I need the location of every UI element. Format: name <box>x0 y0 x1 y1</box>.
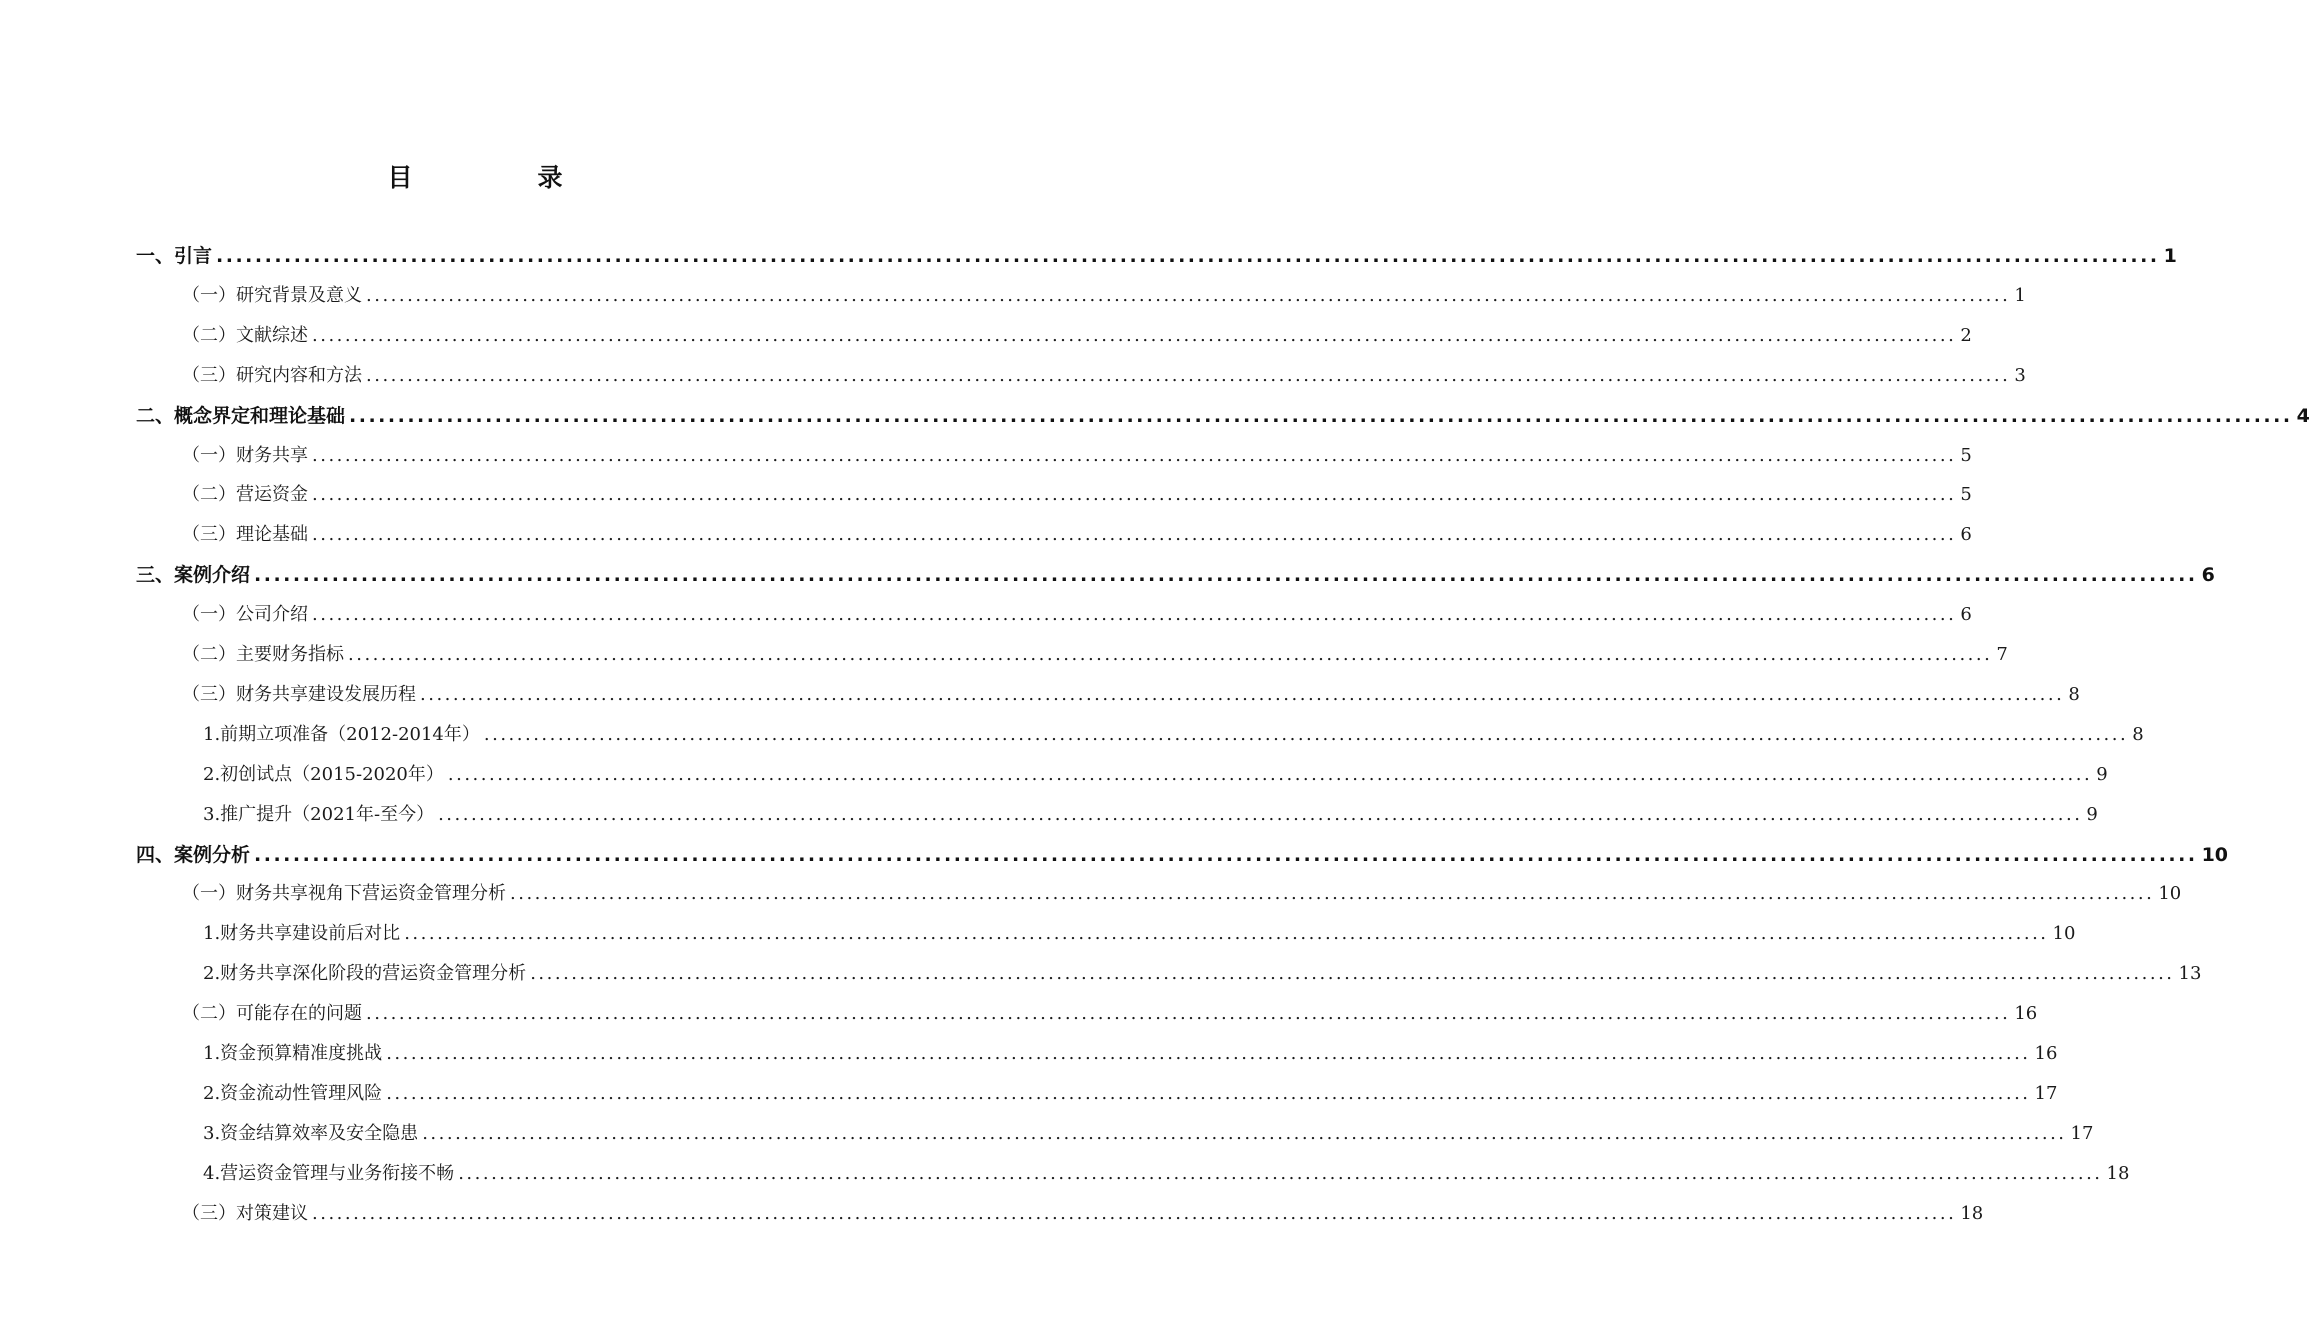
toc-entry-level-3[interactable] <box>203 1033 2058 1073</box>
toc-entry-level-1[interactable] <box>136 834 2229 874</box>
toc-page-number: 6 <box>1960 604 1972 626</box>
toc-page-number: 18 <box>2106 1162 2130 1184</box>
toc-leader-dots: ........................................................................................................................................................................................................ <box>312 444 1957 466</box>
toc-entry-text: 1.前期立项准备（2012-2014年） <box>203 723 480 745</box>
toc-entry-level-2[interactable] <box>182 435 1972 475</box>
toc-leader-dots: ........................................................................................................................................................................................................ <box>348 644 1993 665</box>
toc-leader-dots: ........................................................................................................................................................................................................ <box>312 324 1957 346</box>
toc-entry-text: 2.资金流动性管理风险 <box>203 1082 383 1104</box>
toc-leader-dots: ........................................................................................................................................................................................................ <box>366 1003 2011 1025</box>
toc-entry-level-3[interactable] <box>203 754 2108 794</box>
toc-leader-dots: ........................................................................................................................................................................................................ <box>386 1043 2031 1064</box>
toc-page-number: 1 <box>2014 284 2026 306</box>
toc-entry-level-1[interactable] <box>136 395 2310 435</box>
toc-entry-level-3[interactable] <box>203 714 2144 754</box>
toc-entry-level-2[interactable] <box>182 514 1972 554</box>
toc-entry-level-2[interactable] <box>182 355 2026 395</box>
toc-page-number: 16 <box>2014 1003 2038 1025</box>
toc-page-number: 10 <box>2201 843 2229 866</box>
toc-entry-text: （一）研究背景及意义 <box>182 284 362 306</box>
toc-entry-text: 2.财务共享深化阶段的营运资金管理分析 <box>203 963 527 985</box>
toc-entry-text: （三）财务共享建设发展历程 <box>182 683 416 705</box>
toc-entry-level-2[interactable] <box>182 275 2026 315</box>
toc-leader-dots: ........................................................................................................................................................................................................ <box>349 404 2293 427</box>
toc-entry-text: （二）文献综述 <box>182 324 308 346</box>
toc-entry-text: （一）公司介绍 <box>182 604 308 626</box>
toc-page-number: 18 <box>1960 1202 1984 1224</box>
toc-leader-dots: ........................................................................................................................................................................................................ <box>438 803 2083 825</box>
toc-page-number: 3 <box>2014 364 2026 386</box>
toc-entry-level-1[interactable] <box>136 235 2177 275</box>
toc-leader-dots: ........................................................................................................................................................................................................ <box>510 883 2155 905</box>
toc-entry-text: 一、引言 <box>136 245 213 267</box>
toc-entry-text: 4.营运资金管理与业务衔接不畅 <box>203 1162 455 1184</box>
toc-leader-dots: ........................................................................................................................................................................................................ <box>254 564 2198 587</box>
toc-entry-level-2[interactable] <box>182 634 2008 674</box>
toc-page-number: 9 <box>2086 803 2098 825</box>
toc-entry-level-2[interactable] <box>182 474 1972 514</box>
toc-leader-dots: ........................................................................................................................................................................................................ <box>386 1082 2031 1104</box>
toc-page-number: 5 <box>1960 444 1972 466</box>
toc-leader-dots: ........................................................................................................................................................................................................ <box>420 683 2065 705</box>
toc-leader-dots: ........................................................................................................................................................................................................ <box>312 524 1957 546</box>
toc-entry-level-2[interactable] <box>182 315 1972 355</box>
toc-entry-level-3[interactable] <box>203 913 2076 953</box>
toc-entry-level-2[interactable] <box>182 873 2182 913</box>
toc-page-number: 10 <box>2052 923 2076 945</box>
toc-page-number: 4 <box>2296 404 2310 427</box>
toc-entry-text: （一）财务共享 <box>182 444 308 466</box>
toc-entry-text: （三）对策建议 <box>182 1202 308 1224</box>
toc-page-number: 8 <box>2068 683 2080 705</box>
toc-leader-dots: ........................................................................................................................................................................................................ <box>458 1162 2103 1184</box>
toc-leader-dots: ........................................................................................................................................................................................................ <box>254 843 2198 866</box>
toc-entry-level-3[interactable] <box>203 953 2202 993</box>
toc-page-number: 10 <box>2158 883 2182 905</box>
toc-leader-dots: ........................................................................................................................................................................................................ <box>366 284 2011 306</box>
toc-page-number: 7 <box>1996 644 2008 665</box>
toc-page-number: 2 <box>1960 324 1972 346</box>
toc-entry-text: （二）主要财务指标 <box>182 644 344 665</box>
toc-leader-dots: ........................................................................................................................................................................................................ <box>312 484 1957 506</box>
toc-entry-level-2[interactable] <box>182 993 2038 1033</box>
toc-title: 目 录 <box>387 163 613 192</box>
toc-leader-dots: ........................................................................................................................................................................................................ <box>483 723 2129 745</box>
toc-entry-text: 1.资金预算精准度挑战 <box>203 1043 383 1064</box>
toc-entry-text: 二、概念界定和理论基础 <box>136 404 346 427</box>
toc-entry-level-2[interactable] <box>182 1193 1984 1233</box>
toc-page-number: 6 <box>1960 524 1972 546</box>
toc-entry-level-3[interactable] <box>203 1153 2130 1193</box>
toc-entry-text: （二）营运资金 <box>182 484 308 506</box>
toc-page-number: 1 <box>2163 245 2177 267</box>
toc-entry-level-2[interactable] <box>182 594 1972 634</box>
toc-leader-dots: ........................................................................................................................................................................................................ <box>404 923 2049 945</box>
toc-entry-text: （一）财务共享视角下营运资金管理分析 <box>182 883 506 905</box>
toc-leader-dots: ........................................................................................................................................................................................................ <box>312 604 1957 626</box>
toc-page-number: 5 <box>1960 484 1972 506</box>
toc-entry-text: （二）可能存在的问题 <box>182 1003 362 1025</box>
toc-page-number: 6 <box>2201 564 2215 587</box>
toc-entry-text: 3.推广提升（2021年-至今） <box>203 803 435 825</box>
toc-page-number: 9 <box>2096 763 2108 785</box>
toc-entry-text: （三）理论基础 <box>182 524 308 546</box>
toc-entry-text: （三）研究内容和方法 <box>182 364 362 386</box>
toc-leader-dots: ........................................................................................................................................................................................................ <box>447 763 2093 785</box>
toc-page-number: 17 <box>2034 1082 2058 1104</box>
toc-leader-dots: ........................................................................................................................................................................................................ <box>312 1202 1957 1224</box>
toc-entry-level-3[interactable] <box>203 1073 2058 1113</box>
toc-page-number: 8 <box>2132 723 2144 745</box>
toc-entry-level-2[interactable] <box>182 674 2080 714</box>
toc-page-number: 16 <box>2034 1043 2058 1064</box>
toc-entry-level-1[interactable] <box>136 554 2215 594</box>
toc-leader-dots: ........................................................................................................................................................................................................ <box>530 963 2175 985</box>
toc-leader-dots: ........................................................................................................................................................................................................ <box>366 364 2011 386</box>
toc-page-number: 13 <box>2178 963 2202 985</box>
toc-entry-level-3[interactable] <box>203 794 2098 834</box>
toc-entry-text: 三、案例介绍 <box>136 564 251 587</box>
toc-leader-dots: ........................................................................................................................................................................................................ <box>216 245 2160 267</box>
toc-page-number: 17 <box>2070 1122 2094 1144</box>
toc-entry-text: 3.资金结算效率及安全隐患 <box>203 1122 419 1144</box>
toc-entry-level-3[interactable] <box>203 1113 2094 1153</box>
toc-leader-dots: ........................................................................................................................................................................................................ <box>422 1122 2067 1144</box>
toc-entry-text: 1.财务共享建设前后对比 <box>203 923 401 945</box>
toc-entry-text: 四、案例分析 <box>136 843 251 866</box>
toc-entry-text: 2.初创试点（2015-2020年） <box>203 763 444 785</box>
